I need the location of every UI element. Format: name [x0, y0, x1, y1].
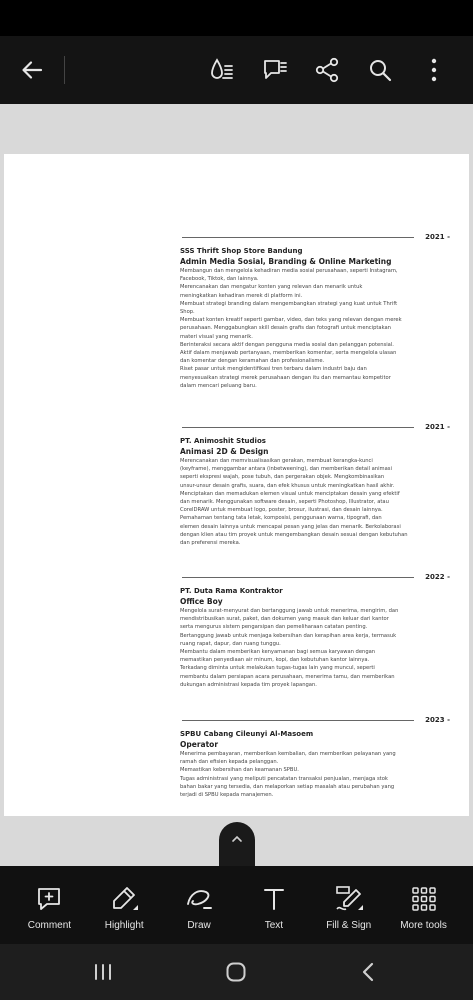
top-toolbar [0, 36, 473, 104]
desc-line: Riset pasar untuk mengidentifikasi tren terbaru dalam industri baju dan [180, 366, 367, 373]
desc-line: membantu dalam persiapan acara perusahaan, menerima tamu, dan memberikan [180, 673, 395, 680]
read-aloud-button[interactable] [206, 54, 238, 86]
recent-apps-button[interactable] [88, 958, 118, 986]
desc-line: meningkatkan kehadiran merek di platform ini. [180, 292, 303, 299]
fill-sign-tool-button[interactable] [316, 866, 382, 931]
draw-icon [184, 884, 214, 914]
chevron-up-icon [231, 834, 243, 844]
entry-description [180, 457, 450, 547]
desc-line: Mengelola surat-menyurat dan bertanggung jawab untuk menerima, mengirim, dan [180, 608, 399, 614]
desc-line: Shop. [180, 309, 195, 316]
desc-line: perusahaan. Menggabungkan skill desain grafis dan fotografi untuk menciptakan [180, 325, 391, 332]
desc-line: Aktif dalam menjawab pertanyaan, memberikan komentar, serta mengelola ulasan [180, 350, 397, 357]
desc-line: Membuat strategi branding dalam mengembangkan strategi yang kuat untuk Thrift [180, 300, 398, 307]
desc-line: seperti ekspresi wajah, pose tubuh, dan pergerakan objek. Mengkombinasikan [180, 474, 385, 481]
desc-line: Membangun dan mengelola kehadiran media sosial perusahaan, seperti Instagram, [180, 268, 398, 274]
recent-apps-icon [92, 962, 114, 982]
entry-year: 2021 - [425, 233, 450, 241]
desc-line: terjadi di SPBU kepada manajemen. [180, 792, 274, 799]
home-icon [225, 961, 247, 983]
comment-tool-button[interactable] [16, 866, 82, 931]
more-options-button[interactable] [418, 54, 450, 86]
desc-line: unsur-unsur desain grafis, suara, dan efek khusus untuk meningkatkan hasil akhir. [180, 482, 395, 489]
grid-icon [409, 884, 439, 914]
more-vert-icon [430, 57, 438, 83]
status-bar [0, 0, 473, 36]
comments-button[interactable] [259, 54, 291, 86]
divider-line [182, 237, 414, 238]
fill-sign-icon [334, 884, 364, 914]
desc-line: CorelDRAW untuk membuat logo, poster, brosur, ilustrasi, dan desain lainnya. [180, 507, 383, 514]
desc-line: ruang rapat, dapur, dan ruang tunggu. [180, 640, 281, 647]
system-nav-bar [0, 944, 473, 1000]
desc-line: Menciptakan dan memadukan elemen visual untuk menciptakan desain yang efektif [180, 490, 400, 497]
entry-year: 2021 - [425, 423, 450, 431]
desc-line: elemen desain lainnya untuk mencapai pesan yang jelas dan menarik. Berkolaborasi [180, 523, 401, 530]
desc-line: (keyframe), menggambar antara (inbetweening), dan memberikan detail animasi [180, 466, 392, 473]
desc-line: Bertanggung jawab untuk menjaga kebersihan dan kerapihan area kerja, termasuk [180, 632, 397, 639]
divider-line [182, 427, 414, 428]
desc-line: Tugas administrasi yang meliputi pencatatan transaksi penjualan, menjaga stok [180, 775, 388, 782]
back-nav-button[interactable] [354, 958, 384, 986]
desc-line: ramah dan efisien kepada pelanggan. [180, 759, 279, 766]
entry-company: SPBU Cabang Cileunyi Al-Masoem [180, 730, 314, 738]
tool-panel-handle[interactable] [219, 822, 255, 868]
desc-line: Merencanakan dan memvisualisasikan gerakan, membuat kerangka-kunci [180, 458, 373, 464]
comment-add-icon [34, 884, 64, 914]
more-tools-button[interactable] [391, 866, 457, 931]
text-tool-button[interactable] [241, 866, 307, 931]
share-button[interactable] [311, 54, 343, 86]
desc-line: dan menarik. Menggunakan software desain, seperti Photoshop, Illustrator, atau [180, 499, 389, 506]
desc-line: Facebook, Tiktok, dan lainnya. [180, 276, 259, 283]
experience-entry [180, 232, 450, 390]
entry-role: Operator [180, 740, 219, 749]
desc-line: dukungan administrasi kepada tim proyek lapangan. [180, 681, 317, 688]
tool-label: Text [264, 920, 284, 931]
desc-line: menyesuaikan strategi merek perusahaan dengan itu dan memantau kompetitor [180, 374, 391, 381]
desc-line: mendistribusikan surat, paket, dan dokumen yang masuk dan keluar dari kantor [180, 616, 389, 623]
experience-entry [180, 572, 450, 689]
tool-label: Highlight [104, 920, 144, 931]
arrow-left-icon [20, 58, 44, 82]
year-row [180, 232, 450, 242]
experience-entry [180, 715, 450, 799]
back-nav-icon [359, 961, 379, 983]
desc-line: Terkadang diminta untuk melakukan tugas-tugas lain yang muncul, seperti [180, 665, 375, 672]
tool-label: More tools [400, 920, 447, 931]
entry-role: Admin Media Sosial, Branding & Online Marketing [180, 257, 392, 266]
year-row [180, 422, 450, 432]
desc-line: memastikan penyediaan air minum, kopi, dan kebutuhan kantor lainnya. [180, 657, 370, 664]
entry-role: Animasi 2D & Design [180, 447, 269, 456]
back-button[interactable] [14, 54, 50, 86]
desc-line: materi visual yang menarik. [180, 333, 253, 340]
toolbar-divider [64, 56, 65, 84]
desc-line: Membuat konten kreatif seperti gambar, video, dan teks yang relevan dengan merek [180, 317, 402, 324]
entry-description [180, 267, 450, 390]
entry-company: PT. Animoshit Studios [180, 437, 266, 445]
tool-label: Draw [187, 920, 211, 931]
text-icon [259, 884, 289, 914]
desc-line: dan preferensi mereka. [180, 540, 241, 547]
comment-list-icon [261, 56, 289, 84]
home-button[interactable] [221, 958, 251, 986]
divider-line [182, 720, 414, 721]
read-aloud-icon [208, 56, 236, 84]
experience-entry [180, 422, 450, 547]
desc-line: bahan bakar yang tersedia, dan melaporkan setiap masalah atau perubahan yang [180, 783, 395, 790]
tool-label: Fill & Sign [326, 920, 372, 931]
desc-line: Membantu dalam memberikan kenyamanan bagi semua karyawan dengan [180, 649, 376, 656]
entry-company: PT. Duta Rama Kontraktor [180, 587, 283, 595]
desc-line: Memastikan kebersihan dan keamanan SPBU. [180, 767, 299, 774]
desc-line: dalam mencari peluang baru. [180, 382, 257, 389]
draw-tool-button[interactable] [166, 866, 232, 931]
entry-role: Office Boy [180, 597, 223, 606]
desc-line: serta mengurus sistem pengarsipan dan pemeliharaan catatan penting. [180, 624, 368, 631]
year-row [180, 572, 450, 582]
desc-line: Merencanakan dan mengatur konten yang relevan dan menarik untuk [180, 284, 363, 291]
desc-line: Pemahaman tentang tata letak, komposisi, penggunaan warna, tipografi, dan [180, 515, 382, 522]
pdf-page[interactable] [4, 154, 469, 816]
entry-year: 2022 - [425, 573, 450, 581]
desc-line: dan komentar dengan keramahan dan profesionalisme. [180, 358, 325, 365]
highlighter-icon [109, 884, 139, 914]
entry-description [180, 750, 450, 799]
entry-company: SSS Thrift Shop Store Bandung [180, 247, 303, 255]
divider-line [182, 577, 414, 578]
entry-description [180, 607, 450, 689]
entry-year: 2023 - [425, 716, 450, 724]
bottom-toolbar [0, 866, 473, 944]
desc-line: Menerima pembayaran, memberikan kembalian, dan memberikan pelayanan yang [180, 751, 396, 757]
highlight-tool-button[interactable] [91, 866, 157, 931]
search-button[interactable] [364, 54, 396, 86]
search-icon [367, 57, 393, 83]
desc-line: dengan klien atau tim proyek untuk mengembangkan desain sesuai dengan kebutuhan [180, 531, 408, 538]
tool-label: Comment [27, 920, 72, 931]
share-icon [313, 56, 341, 84]
desc-line: Berinteraksi secara aktif dengan pengguna media sosial dan pelanggan potensial. [180, 341, 394, 348]
year-row [180, 715, 450, 725]
document-viewer[interactable] [0, 104, 473, 866]
